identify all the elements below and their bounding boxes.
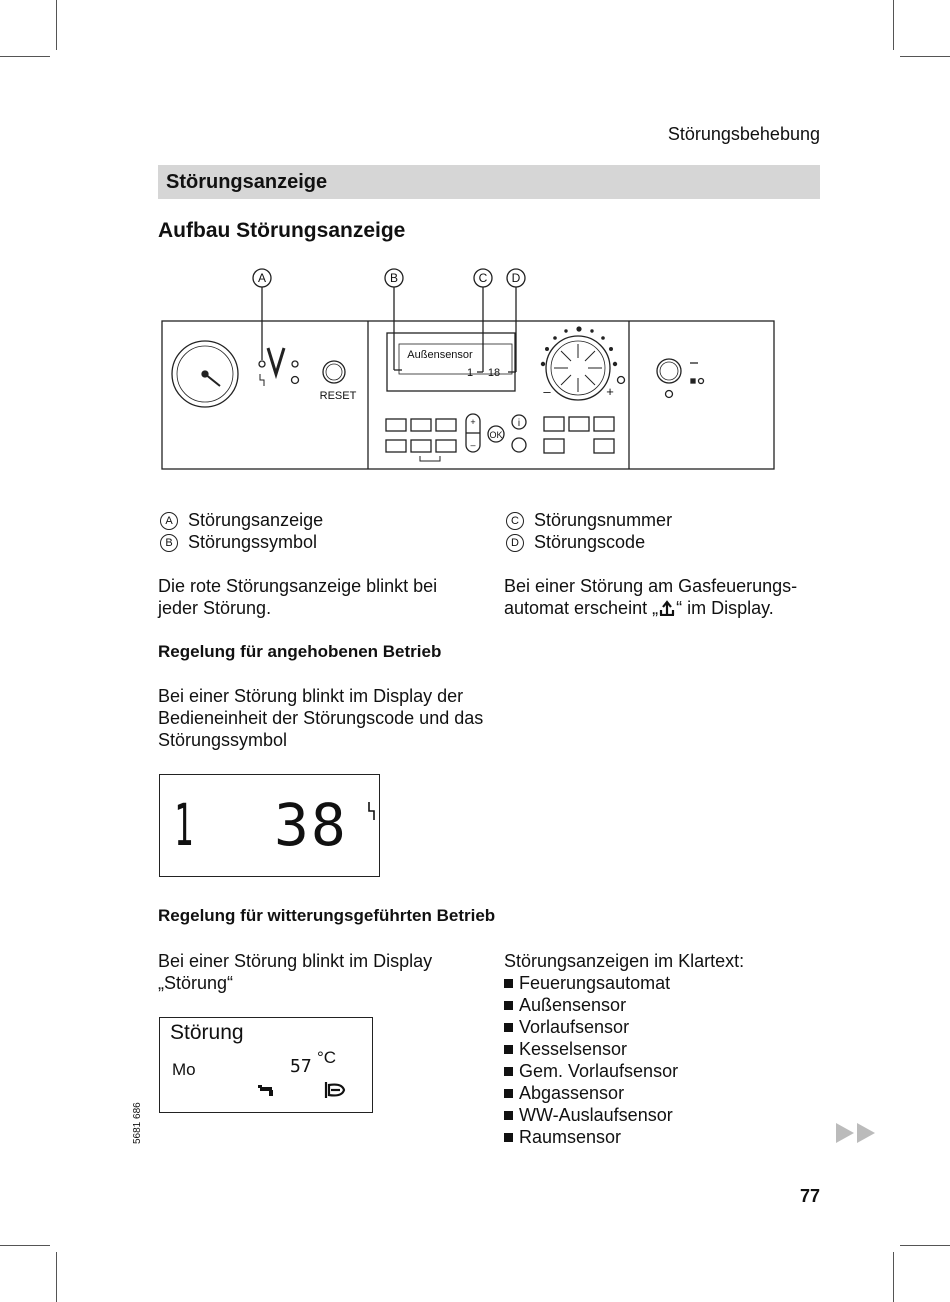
page-number: 77 [799,1186,820,1206]
paragraph-right-text-end: “ im Display. [676,598,774,618]
callout-c: C [478,271,488,285]
list-item: Vorlaufsensor [504,1016,678,1038]
reset-label: RESET [319,390,357,402]
klartext-list [504,972,678,1148]
control-panel-diagram [150,262,790,482]
crop-mark [56,0,57,50]
lcd-error-number: 1 [174,791,194,859]
legend-key: A [160,512,178,530]
lcd-day: Mo [172,1060,196,1079]
lcd-temperature-unit: °C [317,1048,337,1067]
legend-item-c [506,510,672,531]
paragraph-right-text: Bei einer Störung am Gasfeuerungs-automat erscheint „ [504,576,798,618]
crop-mark [0,56,50,57]
callout-b: B [389,271,399,285]
title-bar [158,165,820,199]
callout-a: A [257,271,267,285]
legend-key: C [506,512,524,530]
section2-heading: Regelung für witterungsgeführten Betrieb [158,906,496,925]
lcd-error-code: 38 [274,791,348,859]
crop-mark [893,1252,894,1302]
legend-label: Störungssymbol [188,532,318,552]
crop-mark [893,0,894,50]
legend-item-a [160,510,323,531]
burner-flame-icon [324,1081,346,1099]
list-item: Außensensor [504,994,678,1016]
crop-mark [56,1252,57,1302]
klartext-heading: Störungsanzeigen im Klartext: [504,951,745,971]
fault-symbol-icon [368,801,376,821]
paragraph-left: Die rote Störungsanzeige blinkt bei jeder Störung. [158,576,438,618]
lcd-title: Störung [170,1021,244,1044]
legend-label: Störungsanzeige [188,510,324,530]
crop-mark [900,1245,950,1246]
list-item: Kesselsensor [504,1038,678,1060]
minus-label: – [470,440,476,450]
info-button-label: i [517,418,521,429]
burner-fault-icon [658,600,676,616]
list-item: Raumsensor [504,1126,678,1148]
crop-mark [0,1245,50,1246]
crop-mark [900,56,950,57]
section1-text: Bei einer Störung blinkt im Display der Bedieneinheit der Störungscode und das Störungssymbol [158,686,484,750]
legend-key: D [506,534,524,552]
page-title: Störungsanzeige [166,171,328,193]
ok-button-label: OK [489,430,503,440]
knob-minus-label: – [543,384,551,399]
tap-water-icon [257,1082,275,1098]
document-number: 5681 686 [132,1102,143,1144]
subtitle: Aufbau Störungsanzeige [158,219,406,242]
legend-label: Störungsnummer [534,510,673,530]
legend-key: B [160,534,178,552]
list-item: Abgassensor [504,1082,678,1104]
display-error-number: 1 [466,367,474,379]
legend-item-b [160,532,317,553]
callout-d: D [511,271,521,285]
lcd-temperature: 57 [290,1056,312,1077]
list-item: WW-Auslaufsensor [504,1104,678,1126]
section1-heading: Regelung für angehobenen Betrieb [158,642,442,661]
legend-label: Störungscode [534,532,646,552]
legend-item-d [506,532,645,553]
lcd-display-fault-code [159,774,380,877]
plus-label: + [470,417,476,427]
section2-text: Bei einer Störung blinkt im Display „Störung“ [158,951,433,993]
paragraph-right [504,575,824,619]
list-item: Gem. Vorlaufsensor [504,1060,678,1082]
display-error-code: 18 [487,367,501,379]
display-text: Außensensor [407,349,473,361]
knob-plus-label: + [606,384,614,399]
section-header: Störungsbehebung [667,124,820,144]
continue-arrows-icon [836,1122,878,1144]
lcd-display-text [159,1017,373,1113]
list-item: Feuerungsautomat [504,972,678,994]
